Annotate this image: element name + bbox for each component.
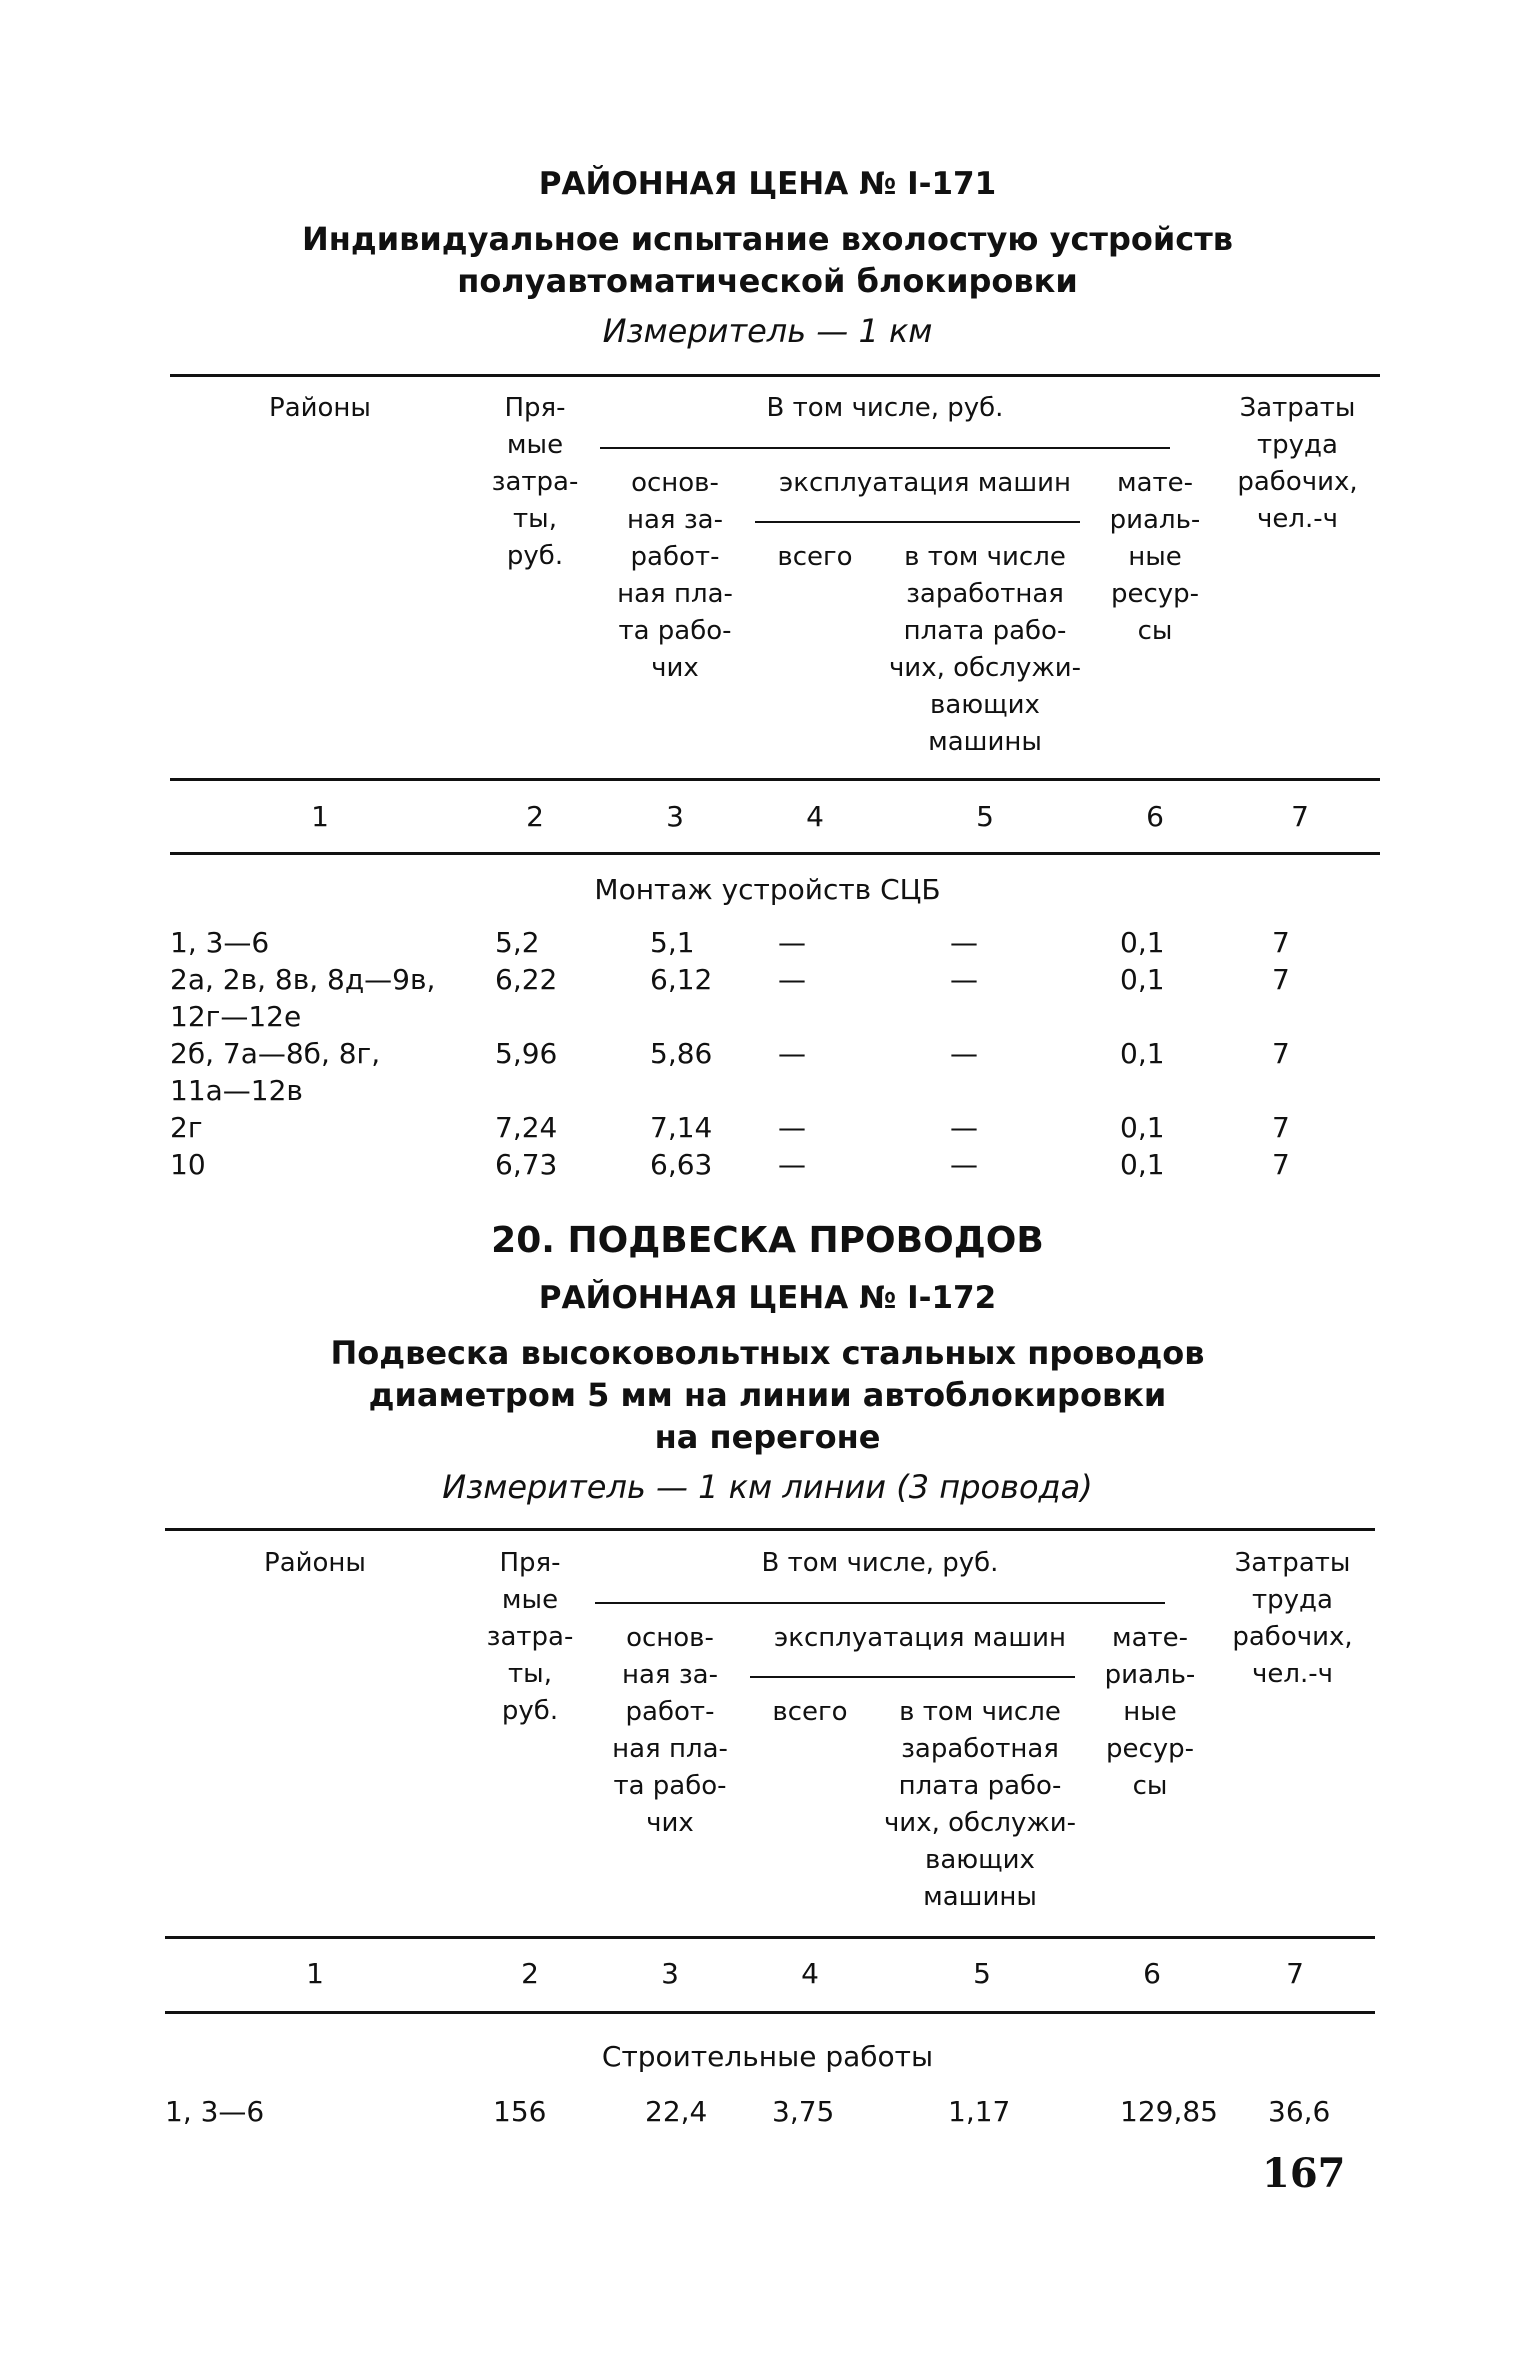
table-top-rule-1 <box>170 374 1380 377</box>
cell-labor: 36,6 <box>1268 2095 1331 2128</box>
cell-wage: 7,14 <box>650 1111 713 1144</box>
header-bottom-rule-1 <box>170 778 1380 781</box>
column-number: 7 <box>1286 1957 1304 1990</box>
page-number: 167 <box>1262 2150 1346 2197</box>
cell-labor: 7 <box>1272 926 1290 959</box>
cell-materials: 0,1 <box>1120 926 1165 959</box>
cell-direct: 6,73 <box>495 1148 558 1181</box>
cell-machines-wage: — <box>950 926 978 959</box>
header-materials-2: мате- риаль- ные ресур- сы <box>1104 1623 1196 1801</box>
cell-wage: 5,86 <box>650 1037 713 1070</box>
cell-machines-wage: — <box>950 963 978 996</box>
table-title-1-line2: полуавтоматической блокировки <box>457 262 1078 300</box>
column-number: 2 <box>521 1957 539 1990</box>
header-bottom-rule-2 <box>165 1936 1375 1939</box>
cell-machines-total: — <box>778 1148 806 1181</box>
cell-region: 2а, 2в, 8в, 8д—9в, 12г—12е <box>170 963 436 1033</box>
header-rule-including-2 <box>595 1602 1165 1604</box>
table-title-2-line2: диаметром 5 мм на линии автоблокировки <box>368 1376 1167 1414</box>
header-machine-exploitation-1: эксплуатация машин <box>778 468 1072 498</box>
cell-machines-wage: — <box>950 1037 978 1070</box>
cell-materials: 0,1 <box>1120 1111 1165 1144</box>
group-title-2: Строительные работы <box>601 2040 934 2073</box>
column-number: 5 <box>976 800 994 833</box>
header-labor-1: Затраты труда рабочих, чел.-ч <box>1237 393 1358 534</box>
header-base-wage-2: основ- ная за- работ- ная пла- та рабо- чих <box>612 1623 728 1838</box>
column-number: 6 <box>1143 1957 1161 1990</box>
header-incl-wage-2: в том числе заработная плата рабо- чих, обслужи- вающих машины <box>883 1697 1077 1912</box>
cell-materials: 0,1 <box>1120 1037 1165 1070</box>
header-including-2: В том числе, руб. <box>761 1548 999 1578</box>
cell-region: 2г <box>170 1111 203 1144</box>
column-number: 6 <box>1146 800 1164 833</box>
cell-labor: 7 <box>1272 1037 1290 1070</box>
header-machine-exploitation-2: эксплуатация машин <box>773 1623 1067 1653</box>
cell-wage: 6,63 <box>650 1148 713 1181</box>
header-incl-wage-1: в том числе заработная плата рабо- чих, обслужи- вающих машины <box>888 542 1082 757</box>
header-direct-costs-1: Пря- мые затра- ты, руб. <box>491 393 579 571</box>
cell-labor: 7 <box>1272 1148 1290 1181</box>
column-number: 5 <box>973 1957 991 1990</box>
cell-region: 10 <box>170 1148 206 1181</box>
price-title-2: РАЙОННАЯ ЦЕНА № I-172 <box>538 1280 997 1316</box>
column-numbers-rule-1 <box>170 852 1380 855</box>
cell-direct: 5,2 <box>495 926 540 959</box>
cell-machines-total: — <box>778 1037 806 1070</box>
column-number: 4 <box>806 800 824 833</box>
header-rule-machines-2 <box>750 1676 1075 1678</box>
cell-region: 1, 3—6 <box>165 2095 265 2128</box>
header-regions-1: Районы <box>269 393 371 423</box>
cell-machines-total: — <box>778 1111 806 1144</box>
cell-direct: 156 <box>493 2095 547 2128</box>
unit-1: Измеритель — 1 км <box>602 312 933 350</box>
cell-region: 2б, 7а—8б, 8г, 11а—12в <box>170 1037 381 1107</box>
cell-direct: 5,96 <box>495 1037 558 1070</box>
cell-machines-wage: — <box>950 1111 978 1144</box>
table-title-1-line1: Индивидуальное испытание вхолостую устройств <box>301 220 1234 258</box>
column-number: 3 <box>661 1957 679 1990</box>
header-total-1: всего <box>777 542 853 572</box>
column-number: 1 <box>306 1957 324 1990</box>
group-title-1: Монтаж устройств СЦБ <box>594 873 941 906</box>
header-direct-costs-2: Пря- мые затра- ты, руб. <box>486 1548 574 1726</box>
header-total-2: всего <box>772 1697 848 1727</box>
cell-wage: 22,4 <box>645 2095 708 2128</box>
column-number: 3 <box>666 800 684 833</box>
cell-direct: 7,24 <box>495 1111 558 1144</box>
cell-machines-wage: 1,17 <box>948 2095 1011 2128</box>
cell-direct: 6,22 <box>495 963 558 996</box>
header-regions-2: Районы <box>264 1548 366 1578</box>
column-number: 4 <box>801 1957 819 1990</box>
header-materials-1: мате- риаль- ные ресур- сы <box>1109 468 1201 646</box>
chapter-title: 20. ПОДВЕСКА ПРОВОДОВ <box>491 1220 1044 1261</box>
cell-region: 1, 3—6 <box>170 926 270 959</box>
cell-machines-total: — <box>778 926 806 959</box>
cell-wage: 6,12 <box>650 963 713 996</box>
header-rule-including-1 <box>600 447 1170 449</box>
cell-wage: 5,1 <box>650 926 695 959</box>
table-title-2-line1: Подвеска высоковольтных стальных проводов <box>330 1334 1205 1372</box>
table-top-rule-2 <box>165 1528 1375 1531</box>
table-title-2-line3: на перегоне <box>654 1418 881 1456</box>
price-title-1: РАЙОННАЯ ЦЕНА № I-171 <box>538 166 997 202</box>
cell-labor: 7 <box>1272 963 1290 996</box>
column-number: 7 <box>1291 800 1309 833</box>
header-rule-machines-1 <box>755 521 1080 523</box>
unit-2: Измеритель — 1 км линии (3 провода) <box>442 1468 1093 1506</box>
header-labor-2: Затраты труда рабочих, чел.-ч <box>1232 1548 1353 1689</box>
header-including-1: В том числе, руб. <box>766 393 1004 423</box>
cell-machines-total: 3,75 <box>772 2095 835 2128</box>
column-number: 2 <box>526 800 544 833</box>
cell-materials: 0,1 <box>1120 1148 1165 1181</box>
cell-materials: 129,85 <box>1120 2095 1218 2128</box>
header-base-wage-1: основ- ная за- работ- ная пла- та рабо- чих <box>617 468 733 683</box>
cell-materials: 0,1 <box>1120 963 1165 996</box>
column-number: 1 <box>311 800 329 833</box>
cell-machines-wage: — <box>950 1148 978 1181</box>
cell-machines-total: — <box>778 963 806 996</box>
column-numbers-rule-2 <box>165 2011 1375 2014</box>
cell-labor: 7 <box>1272 1111 1290 1144</box>
